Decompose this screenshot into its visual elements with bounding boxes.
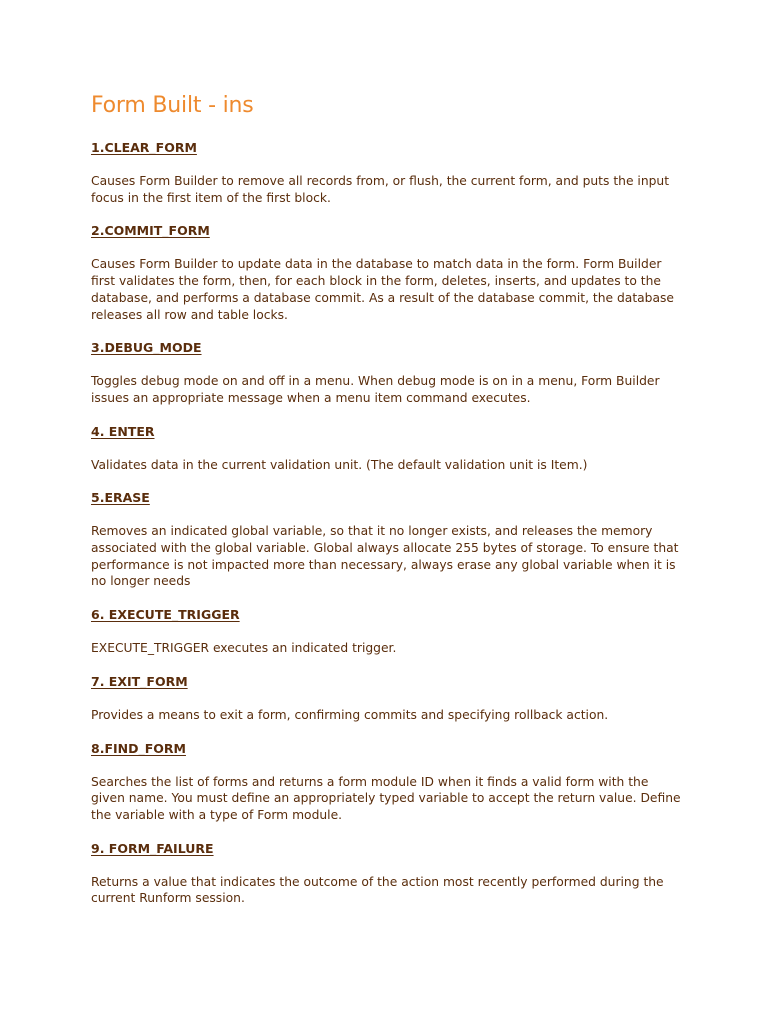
- section-execute-trigger: [91, 607, 691, 657]
- section-heading: 4. ENTER: [91, 423, 155, 439]
- section-body: Toggles debug mode on and off in a menu. When debug mode is on in a menu, Form Builder issues an appropriate message when a menu item command executes.: [91, 374, 660, 405]
- section-heading: 3.DEBUG_MODE: [91, 340, 202, 356]
- section-heading: 8.FIND_FORM: [91, 740, 186, 756]
- document-title: Form Built - ins: [91, 93, 254, 118]
- section-body: EXECUTE_TRIGGER executes an indicated trigger.: [91, 641, 397, 656]
- section-clear-form: [91, 140, 691, 206]
- section-body: Searches the list of forms and returns a form module ID when it finds a valid form with the given name. You must define an appropriately typed variable to accept the return value. Define the variable with a type of Form module.: [91, 774, 681, 822]
- document-page: [91, 92, 691, 924]
- section-heading: 2.COMMIT_FORM: [91, 223, 210, 239]
- section-body: Validates data in the current validation unit. (The default validation unit is Item.): [91, 457, 588, 472]
- section-heading: 9. FORM_FAILURE: [91, 840, 214, 856]
- section-heading: 5.ERASE: [91, 490, 150, 506]
- section-find-form: [91, 741, 691, 824]
- section-form-failure: [91, 841, 691, 907]
- section-debug-mode: [91, 340, 691, 406]
- section-heading: 7. EXIT_FORM: [91, 673, 188, 689]
- section-body: Removes an indicated global variable, so that it no longer exists, and releases the memory associated with the global variable. Global always allocate 255 bytes of storage. To ensure that performance is not impacted more than necessary, always erase any global variable when it is no longer needs: [91, 524, 679, 589]
- section-enter: [91, 424, 691, 474]
- section-erase: [91, 490, 691, 590]
- section-heading: 1.CLEAR_FORM: [91, 140, 197, 155]
- section-body: Causes Form Builder to remove all records from, or flush, the current form, and puts the input focus in the first item of the first block.: [91, 174, 670, 205]
- section-exit-form: [91, 674, 691, 724]
- section-body: Returns a value that indicates the outcome of the action most recently performed during the current Runform session.: [91, 874, 664, 906]
- section-commit-form: [91, 223, 691, 323]
- section-body: Causes Form Builder to update data in the database to match data in the form. Form Builder first validates the form, then, for each block in the form, deletes, inserts, and updates to the database, and performs a database commit. As a result of the database commit, the database releases all row and table locks.: [91, 257, 674, 322]
- section-body: Provides a means to exit a form, confirming commits and specifying rollback action.: [91, 707, 609, 722]
- section-heading: 6. EXECUTE_TRIGGER: [91, 607, 240, 623]
